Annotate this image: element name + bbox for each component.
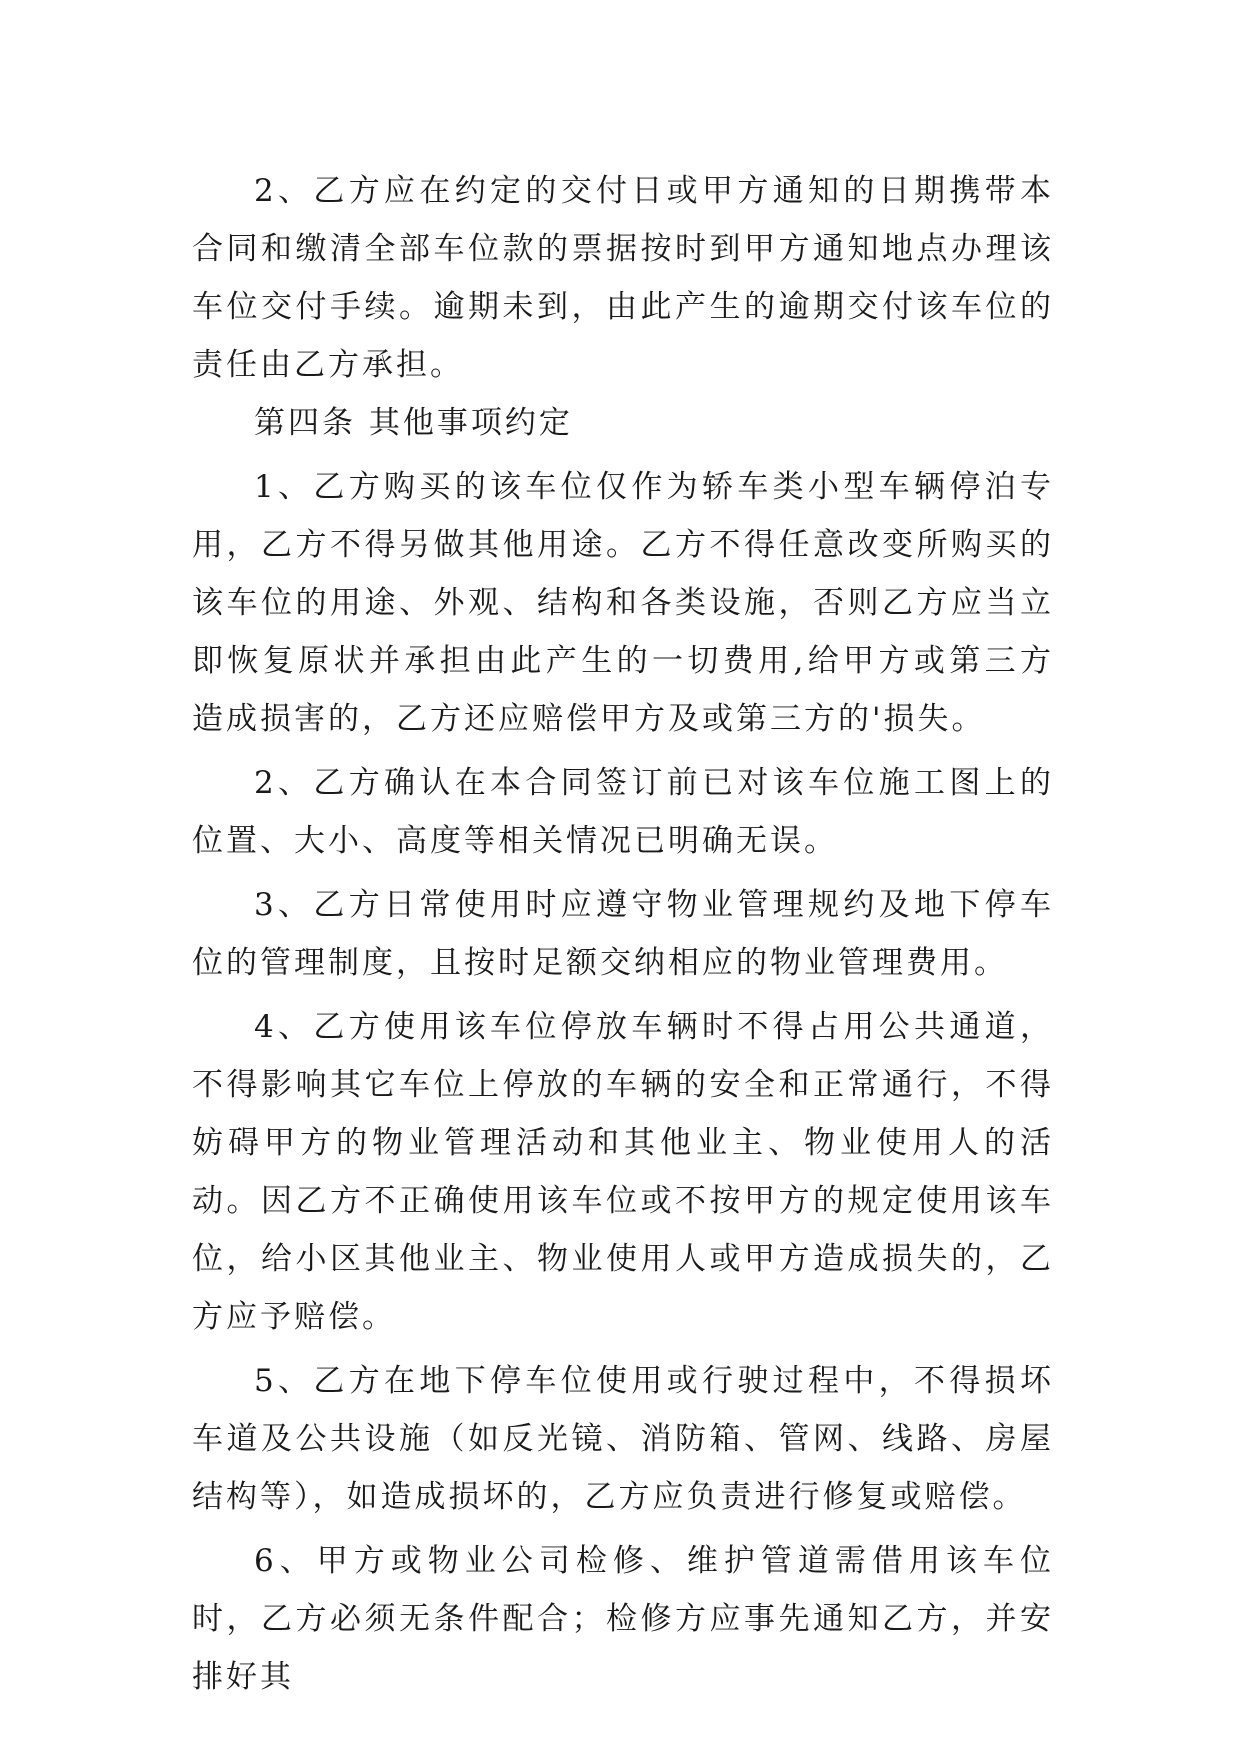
- paragraph-clause-1: 1、乙方购买的该车位仅作为轿车类小型车辆停泊专用，乙方不得另做其他用途。乙方不得任意改变所购买的该车位的用途、外观、结构和各类设施，否则乙方应当立即恢复原状并承担由此产生的一切费用,给甲方或第三方造成损害的，乙方还应赔偿甲方及或第三方的'损失。: [192, 469, 1054, 737]
- paragraph-clause-4: 4、乙方使用该车位停放车辆时不得占用公共通道，不得影响其它车位上停放的车辆的安全和正常通行，不得妨碍甲方的物业管理活动和其他业主、物业使用人的活动。因乙方不正确使用该车位或不按甲方的规定使用该车位，给小区其他业主、物业使用人或甲方造成损失的，乙方应予赔偿。: [192, 1009, 1054, 1335]
- paragraph-clause-6: 6、甲方或物业公司检修、维护管道需借用该车位时，乙方必须无条件配合；检修方应事先通知乙方，并安排好其: [192, 1543, 1054, 1695]
- paragraph-clause-3: 3、乙方日常使用时应遵守物业管理规约及地下停车位的管理制度，且按时足额交纳相应的物业管理费用。: [192, 887, 1054, 981]
- paragraph-delivery-procedure: 2、乙方应在约定的交付日或甲方通知的日期携带本合同和缴清全部车位款的票据按时到甲方通知地点办理该车位交付手续。逾期未到，由此产生的逾期交付该车位的责任由乙方承担。: [192, 173, 1054, 383]
- paragraph-clause-2: 2、乙方确认在本合同签订前已对该车位施工图上的位置、大小、高度等相关情况已明确无误。: [192, 765, 1054, 859]
- paragraph-clause-5: 5、乙方在地下停车位使用或行驶过程中，不得损坏车道及公共设施（如反光镜、消防箱、管网、线路、房屋结构等），如造成损坏的，乙方应负责进行修复或赔偿。: [192, 1363, 1054, 1515]
- section-heading-article-4: 第四条 其他事项约定: [254, 405, 573, 441]
- document-body: [192, 162, 1054, 1706]
